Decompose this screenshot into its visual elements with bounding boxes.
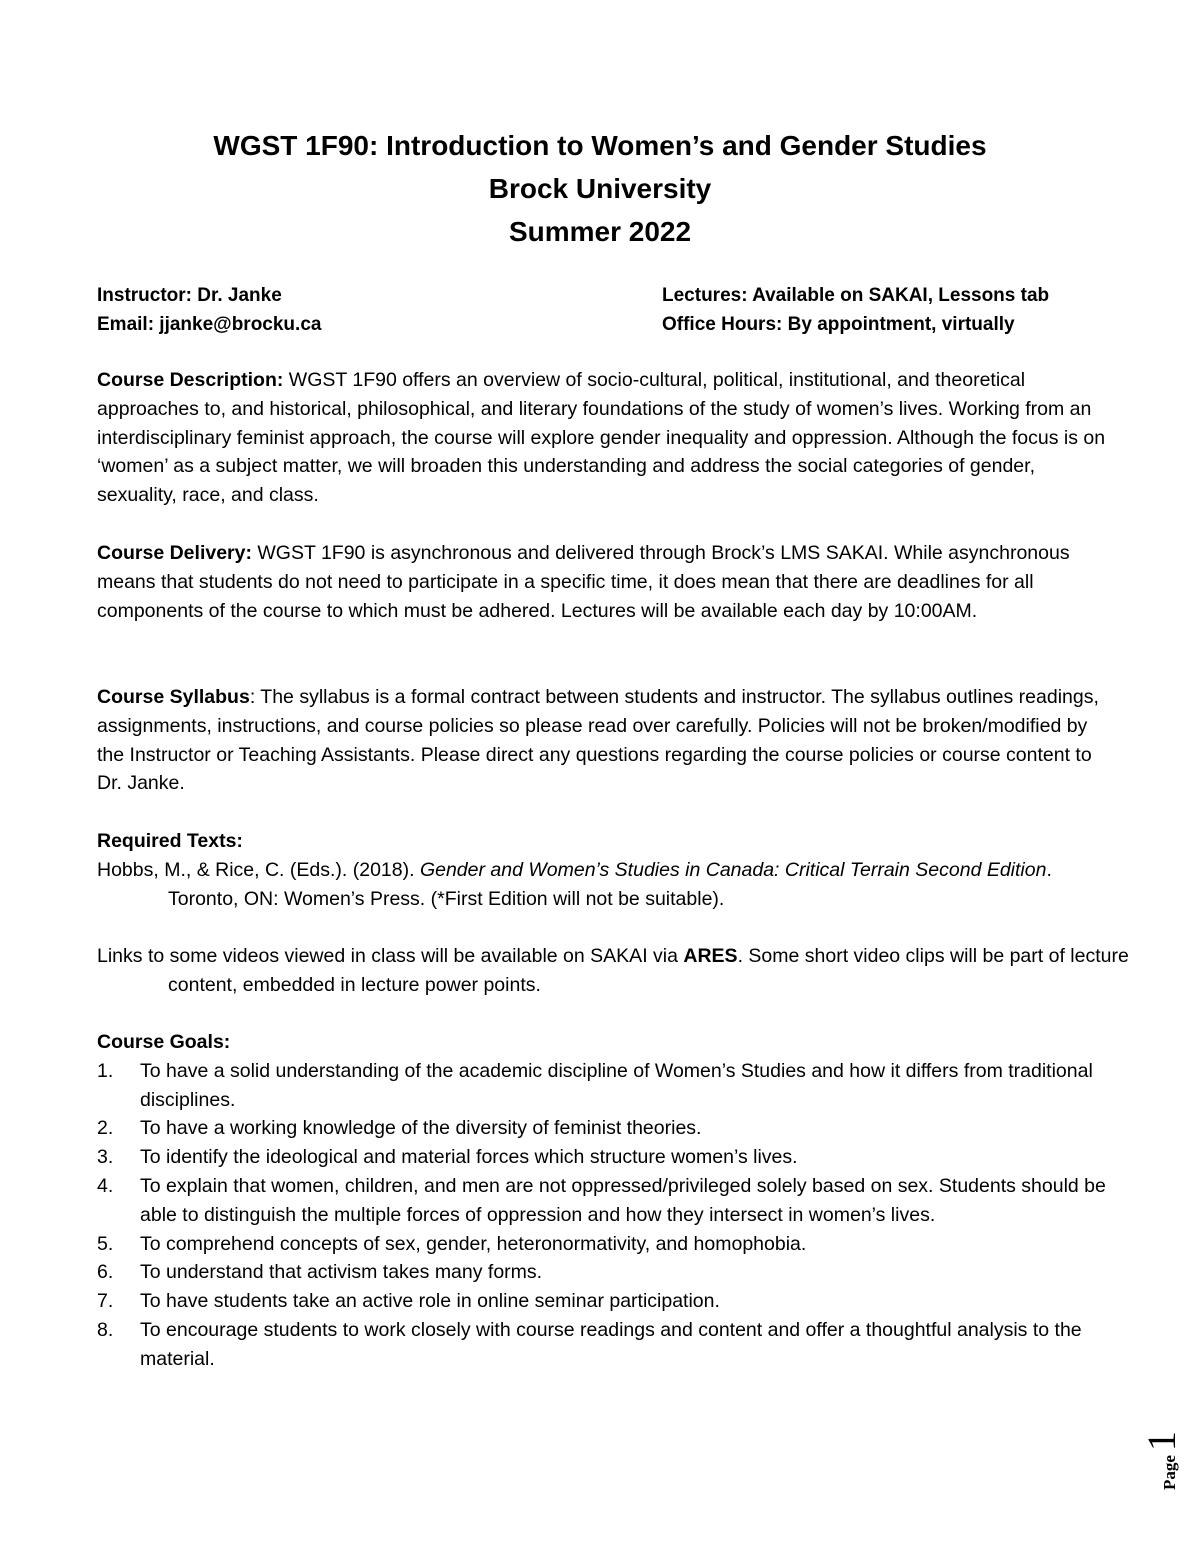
goal-item	[97, 1230, 1117, 1259]
term: Summer 2022	[508, 216, 692, 247]
goal-text: To identify the ideological and material forces which structure women’s lives.	[140, 1146, 798, 1169]
course-syllabus-text: : The syllabus is a formal contract between students and instructor. The syllabus outlines readings, assignments, instructions, and course policies so please read over carefully. Policies will not be broken/modified by the Instructor or Teaching Assistants. Please direct any questions regarding the course policies or course content to Dr. Janke.	[97, 686, 1099, 795]
course-delivery-label: Course Delivery:	[97, 542, 252, 564]
citation-authors: Hobbs, M., & Rice, C. (Eds.). (2018).	[97, 858, 420, 881]
lectures-info: Lectures: Available on SAKAI, Lessons tab	[662, 285, 1050, 306]
goal-number: 4.	[97, 1174, 114, 1197]
goal-item	[97, 1143, 1117, 1172]
university-name: Brock University	[488, 173, 712, 204]
goal-item	[97, 1287, 1117, 1316]
required-texts-label: Required Texts:	[97, 830, 243, 852]
goal-item	[97, 1258, 1117, 1287]
course-description-label: Course Description:	[97, 369, 284, 391]
page-number: 1	[1139, 1431, 1184, 1452]
goal-number: 2.	[97, 1117, 114, 1140]
course-title: WGST 1F90: Introduction to Women’s and Gender Studies	[213, 130, 987, 161]
goal-number: 3.	[97, 1146, 114, 1169]
citation-publisher: . Toronto, ON: Women’s Press. (*First Edition will not be suitable).	[168, 858, 1052, 910]
email-info: Email: jjanke@brocku.ca	[97, 314, 322, 335]
goal-number: 8.	[97, 1318, 114, 1341]
course-syllabus-label: Course Syllabus	[97, 686, 250, 708]
goal-number: 1.	[97, 1059, 114, 1082]
goal-item	[97, 1114, 1117, 1143]
page-word: Page	[1160, 1455, 1179, 1490]
course-description	[97, 366, 1117, 510]
goal-text: To explain that women, children, and men are not oppressed/privileged solely based on sex. Students should be able to distinguish the multiple forces of oppression and how they intersect in women’s lives.	[140, 1174, 1106, 1226]
course-syllabus	[97, 683, 1117, 798]
instructor-info: Instructor: Dr. Janke	[97, 285, 282, 306]
course-description-text: WGST 1F90 offers an overview of socio-cultural, political, institutional, and theoretical approaches to, and historical, philosophical, and literary foundations of the study of women’s lives. Working from an interdisciplinary feminist approach, the course will explore gender inequality and oppression. Although the focus is on ‘women’ as a subject matter, we will broaden this understanding and address the social categories of gender, sexuality, race, and class.	[97, 369, 1106, 507]
office-hours-info: Office Hours: By appointment, virtually	[662, 314, 1015, 335]
goal-item	[97, 1316, 1117, 1374]
goal-text: To have a solid understanding of the academic discipline of Women’s Studies and how it differs from traditional disciplines.	[140, 1059, 1093, 1111]
course-delivery-text: WGST 1F90 is asynchronous and delivered through Brock’s LMS SAKAI. While asynchronous means that students do not need to participate in a specific time, it does mean that there are deadlines for all components of the course to which must be adhered. Lectures will be available each day by 10:00AM.	[97, 542, 1070, 622]
goal-text: To understand that activism takes many forms.	[140, 1261, 543, 1284]
required-texts	[97, 827, 1117, 913]
page-number-marker	[1138, 1380, 1188, 1490]
course-goals-label: Course Goals:	[97, 1031, 231, 1053]
goal-number: 7.	[97, 1290, 114, 1313]
course-delivery	[97, 539, 1117, 625]
goal-item	[97, 1057, 1117, 1115]
video-links-text-after: . Some short video clips will be part of lecture content, embedded in lecture power points.	[168, 945, 1129, 996]
document-title	[0, 124, 1200, 253]
goal-number: 6.	[97, 1261, 114, 1284]
ares-text: ARES	[683, 945, 738, 967]
goal-number: 5.	[97, 1232, 114, 1255]
video-links-text-before: Links to some videos viewed in class will be available on SAKAI via	[97, 945, 684, 967]
goal-text: To have students take an active role in online seminar participation.	[140, 1290, 720, 1313]
goal-item	[97, 1172, 1117, 1230]
course-goals	[97, 1028, 1117, 1374]
video-links	[97, 942, 1188, 1000]
goal-text: To comprehend concepts of sex, gender, heteronormativity, and homophobia.	[140, 1232, 807, 1255]
goal-text: To encourage students to work closely with course readings and content and offer a thoughtful analysis to the material.	[140, 1318, 1082, 1370]
citation-title: Gender and Women’s Studies in Canada: Critical Terrain Second Edition	[419, 858, 1047, 881]
goal-text: To have a working knowledge of the diversity of feminist theories.	[140, 1117, 702, 1140]
textbook-citation	[97, 856, 1117, 914]
